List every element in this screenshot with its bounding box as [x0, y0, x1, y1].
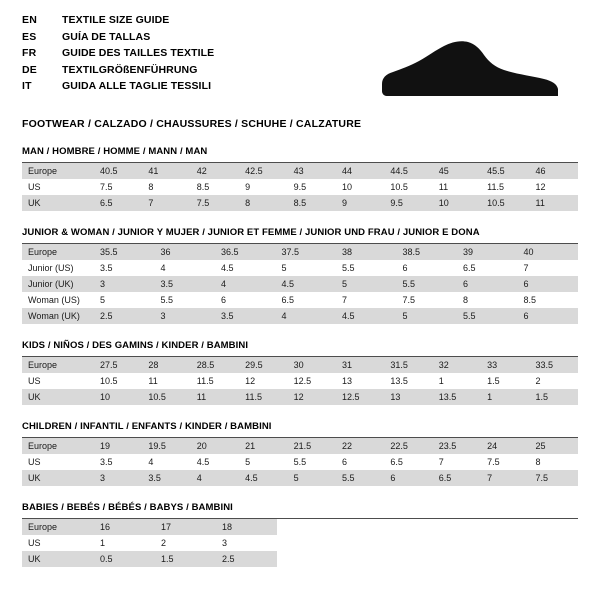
- language-code: DE: [22, 63, 37, 76]
- size-cell: 13: [341, 376, 352, 386]
- row-label: Europe: [22, 438, 94, 454]
- size-table: [22, 244, 578, 324]
- size-cell: 6.5: [94, 195, 142, 211]
- size-cell: 8: [148, 182, 154, 192]
- size-cell: 31: [336, 357, 384, 373]
- size-cell: 11: [530, 195, 578, 211]
- size-cell: 4.5: [221, 263, 234, 273]
- row-label: Europe: [22, 244, 94, 260]
- footwear-section-heading: FOOTWEAR / CALZADO / CHAUSSURES / SCHUHE / CALZATURE: [22, 118, 362, 130]
- size-cell: 1.5: [530, 389, 578, 405]
- size-cell: 7.5: [100, 182, 113, 192]
- size-cell: 1: [438, 376, 444, 386]
- size-cell: 10.5: [390, 182, 408, 192]
- size-cell: 36.5: [215, 244, 276, 260]
- size-cell: 5: [397, 308, 458, 324]
- table-row: [22, 276, 578, 292]
- size-cell: 4.5: [276, 276, 337, 292]
- row-label: UK: [22, 195, 94, 211]
- size-cell: 5.5: [336, 470, 384, 486]
- row-label: Woman (UK): [22, 308, 94, 324]
- size-cell: 20: [191, 438, 239, 454]
- size-cell: 6.5: [281, 295, 295, 305]
- size-block: [22, 421, 578, 486]
- size-cell: 8: [463, 295, 469, 305]
- row-label: US: [28, 538, 41, 548]
- size-cell: 12: [535, 182, 546, 192]
- size-block: [22, 227, 578, 324]
- size-cell: 38: [336, 244, 397, 260]
- size-cell: 40: [518, 244, 579, 260]
- size-cell: 7.5: [530, 470, 578, 486]
- size-cell: 4: [160, 263, 166, 273]
- table-row: [22, 244, 578, 260]
- size-block-title: MAN / HOMBRE / HOMME / MANN / MAN: [22, 146, 578, 163]
- row-label: UK: [22, 389, 94, 405]
- table-row: [22, 438, 578, 454]
- language-title: GUIDA ALLE TAGLIE TESSILI: [62, 80, 212, 92]
- size-cell: 2.5: [216, 551, 277, 567]
- language-row: [22, 47, 214, 64]
- size-cell: 44.5: [384, 163, 432, 179]
- size-cell: 6: [341, 457, 347, 467]
- size-table: [22, 357, 578, 405]
- size-cell: 31.5: [384, 357, 432, 373]
- size-cell: 42: [191, 163, 239, 179]
- size-cell: 42.5: [239, 163, 287, 179]
- size-cell: 6: [402, 263, 408, 273]
- size-cell: 12: [288, 389, 336, 405]
- size-tables-container: [22, 146, 578, 567]
- size-cell: 25: [530, 438, 578, 454]
- size-cell: 17: [155, 519, 216, 535]
- size-cell: 1.5: [155, 551, 216, 567]
- size-cell: 44: [336, 163, 384, 179]
- size-cell: 11: [191, 389, 239, 405]
- size-cell: 29.5: [239, 357, 287, 373]
- language-code: IT: [22, 80, 32, 92]
- row-label: Europe: [22, 357, 94, 373]
- size-cell: 10: [433, 195, 481, 211]
- row-label: US: [28, 457, 41, 467]
- size-cell: 7.5: [402, 295, 416, 305]
- size-table: [22, 163, 578, 211]
- language-row: [22, 64, 214, 81]
- size-cell: 3.5: [100, 263, 113, 273]
- row-label: UK: [22, 551, 94, 567]
- size-cell: 38.5: [397, 244, 458, 260]
- table-row: [22, 292, 578, 308]
- size-cell: 7: [142, 195, 190, 211]
- size-cell: 11.5: [239, 389, 287, 405]
- size-cell: 0.5: [94, 551, 155, 567]
- size-cell: 45: [433, 163, 481, 179]
- size-table: [22, 519, 578, 567]
- table-row: [22, 373, 578, 389]
- table-row: [22, 519, 578, 535]
- size-cell: 10: [341, 182, 352, 192]
- table-row: [22, 163, 578, 179]
- size-cell: 9.5: [293, 182, 307, 192]
- language-title: TEXTILE SIZE GUIDE: [62, 14, 170, 26]
- size-cell: 8: [535, 457, 541, 467]
- table-row: [22, 535, 578, 551]
- size-cell: 7: [342, 295, 348, 305]
- size-cell: 6.5: [390, 457, 403, 467]
- size-cell: 4.5: [239, 470, 287, 486]
- row-label: Woman (US): [28, 295, 80, 305]
- size-cell: 11: [148, 376, 158, 386]
- dress-shoe-silhouette-icon: [374, 34, 564, 104]
- row-label: Junior (US): [28, 263, 74, 273]
- size-cell: 39: [457, 244, 518, 260]
- language-title: GUÍA DE TALLAS: [62, 30, 151, 43]
- size-cell: 32: [433, 357, 481, 373]
- size-cell: 13.5: [390, 376, 408, 386]
- size-cell: 7.5: [191, 195, 239, 211]
- size-cell: 8.5: [196, 182, 210, 192]
- table-row: [22, 470, 578, 486]
- size-cell: 7: [523, 263, 529, 273]
- spacer-cell: [277, 519, 578, 535]
- size-cell: 9.5: [384, 195, 432, 211]
- document-header: [22, 14, 578, 106]
- size-cell: 9: [245, 182, 251, 192]
- size-cell: 28: [142, 357, 190, 373]
- size-cell: 12.5: [293, 376, 312, 386]
- size-cell: 30: [288, 357, 336, 373]
- spacer-cell: [277, 551, 578, 567]
- table-row: [22, 260, 578, 276]
- size-cell: 4.5: [336, 308, 397, 324]
- size-cell: 4: [215, 276, 276, 292]
- size-cell: 3.5: [142, 470, 190, 486]
- size-cell: 28.5: [191, 357, 239, 373]
- size-cell: 6: [384, 470, 432, 486]
- size-cell: 6: [518, 308, 579, 324]
- size-cell: 8.5: [523, 295, 537, 305]
- size-cell: 6: [518, 276, 579, 292]
- size-cell: 6: [457, 276, 518, 292]
- size-cell: 23.5: [433, 438, 481, 454]
- size-cell: 3.5: [100, 457, 113, 467]
- size-cell: 11.5: [196, 376, 214, 386]
- size-table: [22, 438, 578, 486]
- size-cell: 5: [288, 470, 336, 486]
- table-row: [22, 308, 578, 324]
- size-cell: 2.5: [94, 308, 155, 324]
- size-cell: 8: [239, 195, 287, 211]
- size-cell: 19: [94, 438, 142, 454]
- size-cell: 4.5: [196, 457, 210, 467]
- size-cell: 33.5: [530, 357, 578, 373]
- size-cell: 6.5: [433, 470, 481, 486]
- size-cell: 7: [438, 457, 444, 467]
- size-cell: 21: [239, 438, 287, 454]
- size-cell: 22: [336, 438, 384, 454]
- language-code: EN: [22, 14, 37, 26]
- language-code: ES: [22, 30, 37, 43]
- row-label: US: [28, 182, 41, 192]
- size-cell: 4: [148, 457, 154, 467]
- size-cell: 40.5: [94, 163, 142, 179]
- size-cell: 6.5: [463, 263, 476, 273]
- table-row: [22, 389, 578, 405]
- size-cell: 10: [94, 389, 142, 405]
- size-cell: 8.5: [288, 195, 336, 211]
- spacer-cell: [277, 535, 578, 551]
- size-cell: 5.5: [342, 263, 355, 273]
- size-cell: 27.5: [94, 357, 142, 373]
- size-cell: 9: [336, 195, 384, 211]
- size-cell: 12: [245, 376, 256, 386]
- size-cell: 5.5: [293, 457, 307, 467]
- size-cell: 22.5: [384, 438, 432, 454]
- size-cell: 3: [94, 276, 155, 292]
- row-label: Europe: [22, 519, 94, 535]
- size-cell: 5.5: [160, 295, 174, 305]
- table-row: [22, 357, 578, 373]
- size-cell: 36: [155, 244, 216, 260]
- table-row: [22, 454, 578, 470]
- size-cell: 5.5: [397, 276, 458, 292]
- row-label: Europe: [22, 163, 94, 179]
- language-row: [22, 80, 214, 97]
- size-cell: 46: [530, 163, 578, 179]
- size-cell: 13: [384, 389, 432, 405]
- size-cell: 10.5: [100, 376, 118, 386]
- size-cell: 5: [245, 457, 251, 467]
- table-row: [22, 551, 578, 567]
- size-cell: 19.5: [142, 438, 190, 454]
- row-label: UK: [22, 470, 94, 486]
- size-block-title: BABIES / BEBÉS / BÉBÉS / BABYS / BAMBINI: [22, 502, 578, 519]
- size-block-title: CHILDREN / INFANTIL / ENFANTS / KINDER / BAMBINI: [22, 421, 578, 438]
- size-cell: 35.5: [94, 244, 155, 260]
- size-cell: 4: [276, 308, 337, 324]
- size-cell: 2: [535, 376, 541, 386]
- size-cell: 1.5: [487, 376, 500, 386]
- table-row: [22, 195, 578, 211]
- table-row: [22, 179, 578, 195]
- size-block: [22, 502, 578, 567]
- size-cell: 3.5: [215, 308, 276, 324]
- language-title-list: [22, 14, 214, 97]
- size-cell: 5: [281, 263, 287, 273]
- size-cell: 12.5: [336, 389, 384, 405]
- size-cell: 1: [100, 538, 106, 548]
- size-cell: 11: [438, 182, 449, 192]
- size-cell: 33: [481, 357, 529, 373]
- size-block-title: JUNIOR & WOMAN / JUNIOR Y MUJER / JUNIOR ET FEMME / JUNIOR UND FRAU / JUNIOR E DONA: [22, 227, 578, 244]
- size-cell: 16: [94, 519, 155, 535]
- row-label: US: [28, 376, 41, 386]
- size-cell: 10.5: [481, 195, 529, 211]
- size-cell: 43: [288, 163, 336, 179]
- size-cell: 45.5: [481, 163, 529, 179]
- size-cell: 2: [161, 538, 167, 548]
- language-code: FR: [22, 47, 37, 59]
- language-row: [22, 14, 214, 31]
- size-cell: 5.5: [457, 308, 518, 324]
- size-cell: 1: [481, 389, 529, 405]
- size-cell: 41: [142, 163, 190, 179]
- size-cell: 3: [222, 538, 228, 548]
- language-title: TEXTILGRÖßENFÜHRUNG: [62, 63, 198, 76]
- size-cell: 3: [155, 308, 216, 324]
- size-cell: 7.5: [487, 457, 500, 467]
- size-cell: 5: [100, 295, 106, 305]
- size-cell: 6: [221, 295, 227, 305]
- size-cell: 5: [336, 276, 397, 292]
- size-cell: 4: [191, 470, 239, 486]
- size-cell: 10.5: [142, 389, 190, 405]
- size-cell: 21.5: [288, 438, 336, 454]
- size-cell: 7: [481, 470, 529, 486]
- size-cell: 11.5: [487, 182, 504, 192]
- language-title: GUIDE DES TAILLES TEXTILE: [62, 47, 215, 59]
- size-cell: 13.5: [433, 389, 481, 405]
- size-cell: 3.5: [155, 276, 216, 292]
- size-cell: 18: [216, 519, 277, 535]
- size-cell: 3: [94, 470, 142, 486]
- size-block: [22, 146, 578, 211]
- size-cell: 24: [481, 438, 529, 454]
- size-block: [22, 340, 578, 405]
- row-label: Junior (UK): [22, 276, 94, 292]
- language-row: [22, 31, 214, 48]
- size-cell: 37.5: [276, 244, 337, 260]
- size-block-title: KIDS / NIÑOS / DES GAMINS / KINDER / BAMBINI: [22, 340, 578, 357]
